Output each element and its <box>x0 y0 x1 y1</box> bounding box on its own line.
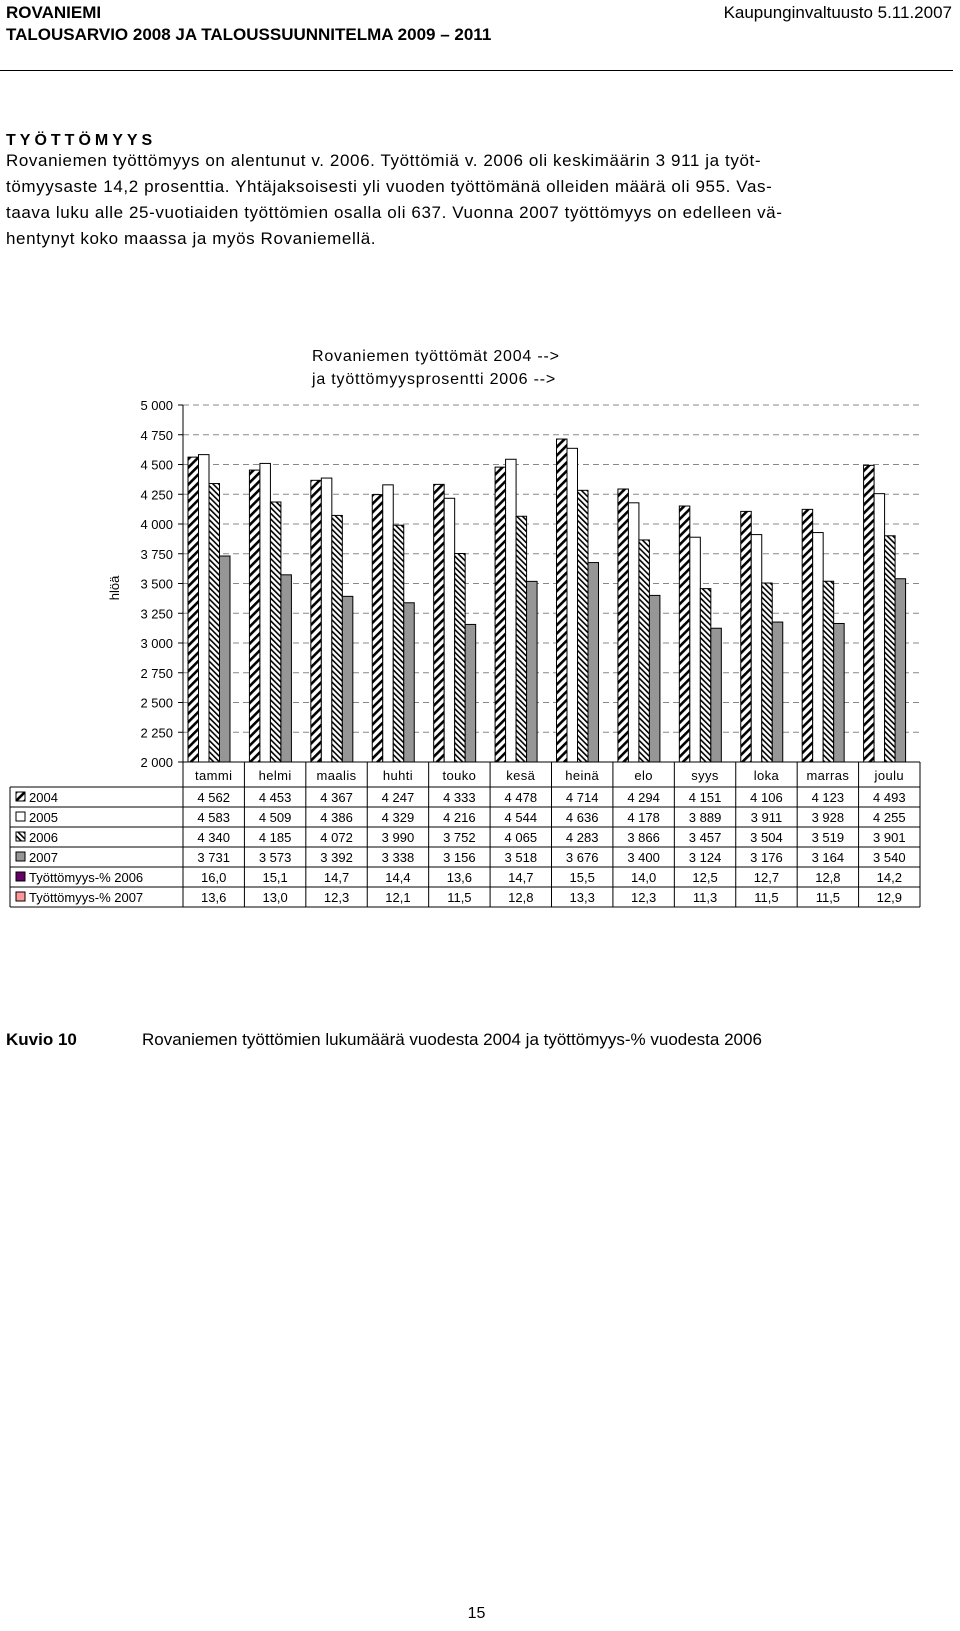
bar-2005 <box>628 503 639 762</box>
bar-2007 <box>772 622 783 762</box>
bar-2007 <box>834 623 845 762</box>
bar-2005 <box>383 485 394 762</box>
y-tick-label: 4 750 <box>140 427 173 443</box>
intro-paragraph <box>6 148 946 252</box>
y-tick-label: 2 500 <box>140 695 173 711</box>
data-label: 3 457 <box>688 830 722 845</box>
bar-2004 <box>311 480 322 762</box>
bar-2007 <box>711 628 722 762</box>
data-label: 4 185 <box>258 830 292 845</box>
bar-2004 <box>372 495 383 762</box>
bar-2005 <box>874 494 885 762</box>
bar-2005 <box>690 537 701 762</box>
bar-2006 <box>578 490 589 762</box>
data-label: 4 478 <box>504 790 538 805</box>
data-label: 12,9 <box>876 890 902 905</box>
data-label: 4 072 <box>320 830 353 845</box>
data-label: 4 065 <box>504 830 538 845</box>
bar-2007 <box>649 595 660 762</box>
data-label: 3 124 <box>688 850 722 865</box>
category-label: loka <box>753 768 780 783</box>
data-label: 4 562 <box>197 790 230 805</box>
data-label: 15,1 <box>262 870 288 885</box>
bar-2006 <box>639 540 650 762</box>
bar-2005 <box>199 455 210 762</box>
header-org: ROVANIEMI <box>6 3 102 22</box>
intro-line: hentynyt koko maassa ja myös Rovaniemellä. <box>6 229 377 248</box>
data-label: 14,0 <box>630 870 657 885</box>
data-label: 12,7 <box>753 870 780 885</box>
data-label: 4 340 <box>197 830 230 845</box>
data-label: 4 255 <box>873 810 906 825</box>
data-label: 3 504 <box>750 830 783 845</box>
bar-2006 <box>762 583 773 762</box>
data-label: 4 493 <box>873 790 906 805</box>
data-label: 3 519 <box>811 830 845 845</box>
bar-2006 <box>823 581 834 762</box>
legend-label: Työttömyys-% 2007 <box>29 890 144 905</box>
category-label: elo <box>634 768 653 783</box>
data-label: 12,5 <box>692 870 718 885</box>
bar-2006 <box>700 589 711 762</box>
y-tick-label: 2 750 <box>140 665 173 681</box>
data-label: 4 283 <box>565 830 599 845</box>
y-tick-label: 3 500 <box>140 576 173 592</box>
bar-2007 <box>220 556 231 762</box>
data-label: 4 333 <box>443 790 476 805</box>
bar-2004 <box>249 470 260 762</box>
data-label: 13,6 <box>446 870 473 885</box>
bar-2007 <box>342 596 353 762</box>
data-label: 13,3 <box>569 890 595 905</box>
header-rule <box>0 70 953 71</box>
data-label: 12,3 <box>323 890 350 905</box>
bar-2006 <box>332 515 343 762</box>
category-label: helmi <box>258 768 292 783</box>
bar-2007 <box>465 624 476 762</box>
chart-title-line: Rovaniemen työttömät 2004 --> <box>312 348 560 365</box>
data-label: 3 164 <box>811 850 845 865</box>
data-label: 12,8 <box>508 890 534 905</box>
category-label: syys <box>691 768 719 783</box>
legend-swatch <box>16 792 25 801</box>
caption-label: Kuvio 10 <box>6 1030 77 1049</box>
data-label: 4 151 <box>688 790 722 805</box>
y-tick-label: 4 250 <box>140 487 173 503</box>
bar-2007 <box>404 603 415 762</box>
data-label: 3 901 <box>873 830 906 845</box>
data-label: 4 714 <box>565 790 599 805</box>
data-label: 3 392 <box>320 850 353 865</box>
data-label: 14,7 <box>323 870 350 885</box>
bar-2004 <box>188 457 199 762</box>
header-meeting: Kaupunginvaltuusto 5.11.2007 <box>723 3 952 22</box>
data-label: 16,0 <box>201 870 227 885</box>
bar-2004 <box>679 506 690 762</box>
legend-label: 2006 <box>29 830 58 845</box>
bar-2004 <box>618 489 629 762</box>
bar-2005 <box>444 498 455 762</box>
data-label: 3 518 <box>504 850 538 865</box>
data-label: 4 247 <box>381 790 415 805</box>
legend-swatch <box>16 852 25 861</box>
data-label: 4 453 <box>258 790 292 805</box>
data-label: 4 544 <box>504 810 538 825</box>
data-label: 3 911 <box>750 810 783 825</box>
data-label: 4 636 <box>565 810 599 825</box>
legend-label: 2004 <box>29 790 58 805</box>
data-label: 11,3 <box>692 890 718 905</box>
data-label: 12,3 <box>630 890 657 905</box>
bar-2007 <box>588 563 599 762</box>
caption-text: Rovaniemen työttömien lukumäärä vuodesta 2004 ja työttömyys-% vuodesta 2006 <box>142 1030 762 1049</box>
legend-label: Työttömyys-% 2006 <box>29 870 144 885</box>
data-label: 14,4 <box>385 870 411 885</box>
bar-2005 <box>506 459 517 762</box>
data-label: 11,5 <box>815 890 841 905</box>
bar-2005 <box>321 478 332 762</box>
bar-2007 <box>895 579 906 762</box>
intro-line: taava luku alle 25-vuotiaiden työttömien osalla oli 637. Vuonna 2007 työttömyys on edelleen vä- <box>6 203 783 222</box>
data-label: 3 928 <box>811 810 845 825</box>
bar-2004 <box>434 484 445 762</box>
category-label: tammi <box>195 768 233 783</box>
data-label: 14,7 <box>508 870 534 885</box>
y-tick-label: 3 250 <box>140 606 173 622</box>
bar-2006 <box>393 525 404 762</box>
data-label: 3 676 <box>565 850 599 865</box>
legend-swatch <box>16 832 25 841</box>
bar-2006 <box>270 502 281 762</box>
data-label: 4 386 <box>320 810 353 825</box>
bar-2006 <box>455 554 466 762</box>
legend-label: 2005 <box>29 810 58 825</box>
y-tick-label: 2 000 <box>140 755 173 770</box>
bar-2005 <box>813 533 824 762</box>
data-label: 3 156 <box>443 850 476 865</box>
data-label: 4 509 <box>258 810 292 825</box>
bar-2004 <box>741 511 752 762</box>
bar-2006 <box>885 536 896 762</box>
bar-2004 <box>864 465 875 762</box>
data-label: 3 338 <box>381 850 415 865</box>
category-label: kesä <box>506 768 536 783</box>
legend-swatch <box>16 892 25 901</box>
legend-swatch <box>16 812 25 821</box>
data-label: 13,0 <box>262 890 288 905</box>
data-label: 4 294 <box>627 790 660 805</box>
document-header <box>6 2 491 46</box>
data-label: 11,5 <box>447 890 472 905</box>
intro-line: tömyysaste 14,2 prosenttia. Yhtäjaksoisesti yli vuoden työttömänä olleiden määrä oli 955. Vas- <box>6 177 773 196</box>
y-tick-label: 4 500 <box>140 457 173 473</box>
bar-2004 <box>802 509 813 762</box>
data-label: 3 176 <box>750 850 783 865</box>
y-tick-label: 3 000 <box>140 636 173 651</box>
bar-2006 <box>516 516 527 762</box>
y-tick-label: 2 250 <box>140 725 173 741</box>
bar-2005 <box>567 448 578 762</box>
intro-line: Rovaniemen työttömyys on alentunut v. 2006. Työttömiä v. 2006 oli keskimäärin 3 911 ja työt- <box>6 151 762 170</box>
unemployment-chart <box>0 340 960 980</box>
page-number: 15 <box>467 1605 486 1622</box>
bar-2007 <box>281 575 292 762</box>
data-label: 4 583 <box>197 810 230 825</box>
data-label: 13,6 <box>201 890 227 905</box>
data-label: 4 329 <box>381 810 415 825</box>
data-label: 3 990 <box>381 830 415 845</box>
chart-title-line: ja työttömyysprosentti 2006 --> <box>312 371 557 388</box>
data-label: 15,5 <box>569 870 595 885</box>
data-label: 4 106 <box>750 790 783 805</box>
bar-2005 <box>260 463 271 762</box>
data-label: 4 123 <box>811 790 845 805</box>
data-label: 4 216 <box>443 810 476 825</box>
y-tick-label: 3 750 <box>140 546 173 562</box>
figure-caption <box>6 1030 762 1050</box>
category-label: joulu <box>874 768 905 783</box>
data-label: 3 866 <box>627 830 660 845</box>
data-label: 12,8 <box>815 870 841 885</box>
bar-2005 <box>751 535 762 762</box>
y-tick-label: 5 000 <box>140 398 173 413</box>
category-label: huhti <box>382 768 414 783</box>
data-label: 4 367 <box>320 790 353 805</box>
data-label: 3 400 <box>627 850 660 865</box>
data-label: 3 731 <box>197 850 230 865</box>
bar-2006 <box>209 484 220 762</box>
section-title: TYÖTTÖMYYS <box>6 132 157 149</box>
bar-2007 <box>527 581 538 762</box>
data-label: 14,2 <box>876 870 902 885</box>
header-doc-title: TALOUSARVIO 2008 JA TALOUSSUUNNITELMA 2009 – 2011 <box>6 25 492 44</box>
category-label: maalis <box>316 768 357 783</box>
legend-swatch <box>16 872 25 881</box>
legend-label: 2007 <box>29 850 58 865</box>
category-label: marras <box>806 768 850 783</box>
data-label: 11,5 <box>754 890 779 905</box>
data-label: 3 889 <box>688 810 722 825</box>
data-label: 4 178 <box>627 810 660 825</box>
y-tick-label: 4 000 <box>140 517 173 532</box>
data-label: 3 752 <box>443 830 476 845</box>
data-label: 12,1 <box>385 890 411 905</box>
data-label: 3 540 <box>873 850 906 865</box>
bar-2004 <box>557 439 568 762</box>
category-label: heinä <box>565 768 600 783</box>
category-label: touko <box>442 768 477 783</box>
bar-2004 <box>495 467 506 762</box>
data-label: 3 573 <box>258 850 292 865</box>
y-axis-label: hlöä <box>107 575 122 601</box>
